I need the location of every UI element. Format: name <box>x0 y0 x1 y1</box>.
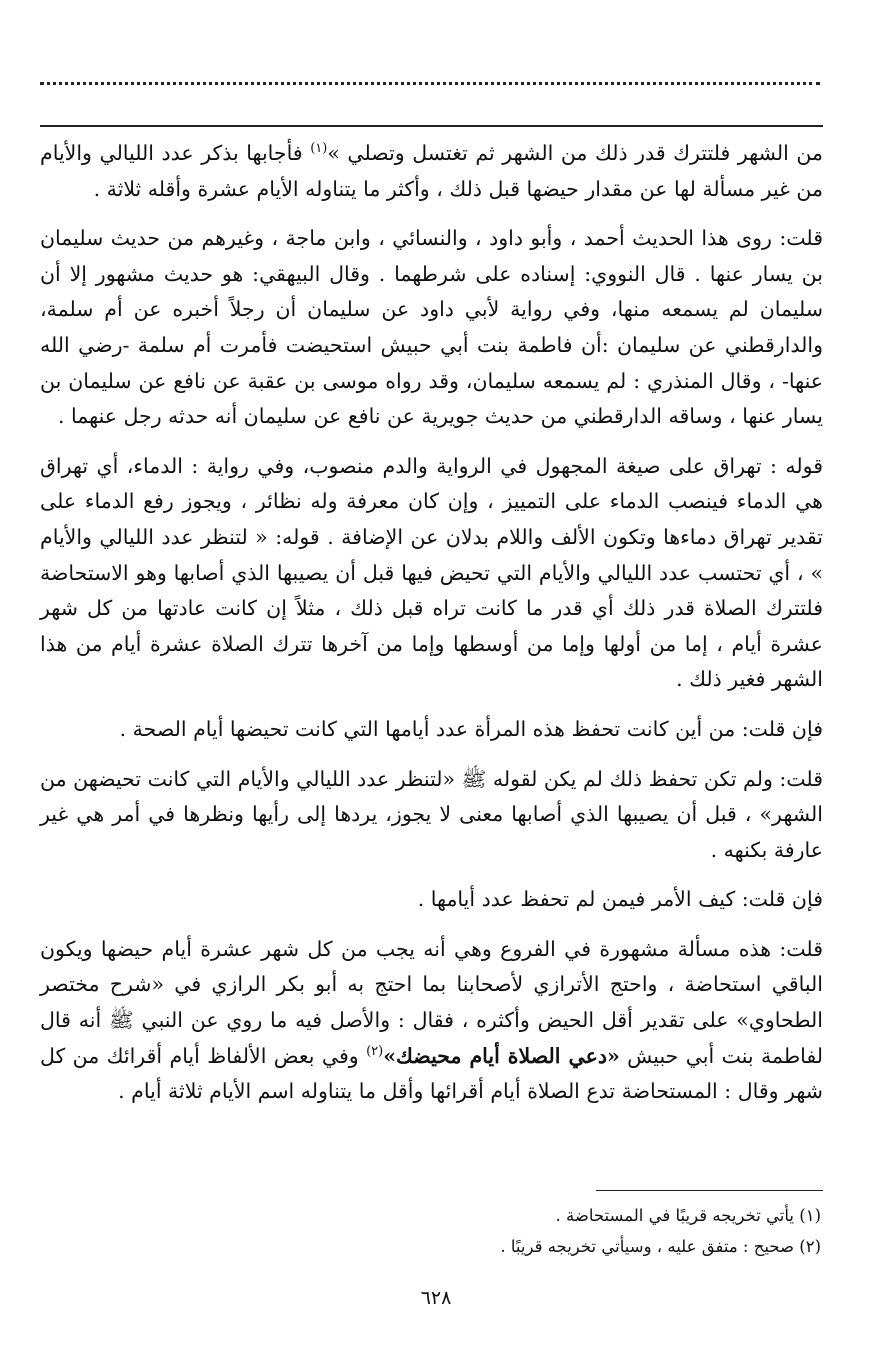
paragraph-p3 <box>40 449 823 698</box>
footnotes <box>300 1200 821 1262</box>
footnote-marker: (١) <box>310 141 328 157</box>
paragraph-p6 <box>40 882 823 918</box>
text-segment: من الشهر فلتترك قدر ذلك من الشهر ثم تغتسل وتصلي » <box>327 141 824 165</box>
footnote-separator <box>596 1190 823 1191</box>
paragraph-p1 <box>40 136 823 207</box>
hadith-quote: «دعي الصلاة أيام محيضك» <box>383 1043 620 1068</box>
text-segment: فإن قلت: كيف الأمر فيمن لم تحفظ عدد أيامها . <box>417 887 823 912</box>
text-segment: قلت: ولم تكن تحفظ ذلك لم يكن لقوله ﷺ «لتنظر عدد الليالي والأيام التي كانت تحيضهن من الشهر» ، قبل أن يصيبها الذي أصابها معنى لا يجوز، يردها إلى رأيها ونظرها في أمر هي غير عارفة بكنهه . <box>40 766 823 862</box>
paragraph-p2 <box>40 221 823 435</box>
footnote-1: (١) يأتي تخريجه قريبًا في المستحاضة . <box>555 1206 821 1225</box>
text-segment: فإن قلت: من أين كانت تحفظ هذه المرأة عدد أيامها التي كانت تحيضها أيام الصحة . <box>119 716 823 741</box>
text-segment: قوله : تهراق على صيغة المجهول في الرواية والدم منصوب، وفي رواية : الدماء، أي تهراق هي الدماء فينصب الدماء على التمييز ، وإن كان معرفة وله نظائر ، ويجوز رفع الدماء على تقدير تهراق دماءها وتكون الألف واللام بدلان عن الإضافة . قوله: « لتنظر عدد الليالي والأيام » ، أي تحتسب عدد الليالي والأيام التي تحيض فيها قبل أن يصيبها الذي أصابها وهو الاستحاضة فلتترك الصلاة قدر ذلك أي قدر ما كانت تراه قبل ذلك ، مثلاً إن كانت عادتها من كل شهر عشرة أيام ، إما من أولها وإما من أوسطها وإما من آخرها تترك الصلاة عشرة أيام من هذا الشهر فغير ذلك . <box>40 453 823 692</box>
text-segment: فأجابها بذكر عدد الليالي والأيام من غير مسألة لها عن مقدار حيضها قبل ذلك ، وأكثر ما يتناوله الأيام عشرة وأقله ثلاثة . <box>40 141 823 201</box>
text-segment: قلت: هذه مسألة مشهورة في الفروع وهي أنه يجب من كل شهر عشرة أيام حيضها ويكون الباقي استحاضة ، واحتج الأترازي لأصحابنا بما احتج به أبو بكر الرازي في «شرح مختصر الطحاوي» على تقدير أقل الحيض وأكثره ، فقال : والأصل فيه ما روي عن النبي ﷺ أنه قال لفاطمة بنت أبي حبيش <box>40 936 823 1068</box>
footnote-2: (٢) صحيح : متفق عليه ، وسيأتي تخريجه قريبًا . <box>500 1237 821 1256</box>
page-number: ٦٢٨ <box>420 1287 452 1309</box>
text-segment: قلت: روى هذا الحديث أحمد ، وأبو داود ، والنسائي ، وابن ماجة ، وغيرهم من حديث سليمان بن يسار عنها . قال النووي: إسناده على شرطهما . وقال البيهقي: هو حديث مشهور إلا أن سليمان لم يسمعه منها، وفي رواية لأبي داود عن سليمان أن رجلاً أخبره عن أم سلمة، والدارقطني عن سليمان :أن فاطمة بنت أبي حبيش استحيضت فأمرت أم سلمة -رضي الله عنها- ، وقال المنذري : لم يسمعه سليمان، وقد رواه موسى بن عقبة عن نافع عن سليمان بن يسار عنها ، وساقه الدارقطني من حديث جويرية عن نافع عن سليمان أنه حدثه رجل عنهما . <box>40 226 823 429</box>
paragraph-p5 <box>40 762 823 869</box>
text-segment: وفي بعض الألفاظ أيام أقرائك من كل شهر وقال : المستحاضة تدع الصلاة أيام أقرائها وأقل ما يتناوله اسم الأيام ثلاثة أيام . <box>40 1043 823 1104</box>
paragraph-p4 <box>40 712 823 748</box>
header-dotted-line <box>40 82 820 85</box>
footnote-marker: (٢) <box>366 1043 384 1059</box>
main-text <box>40 136 823 1124</box>
paragraph-p7 <box>40 932 823 1110</box>
header-rule <box>40 125 823 127</box>
